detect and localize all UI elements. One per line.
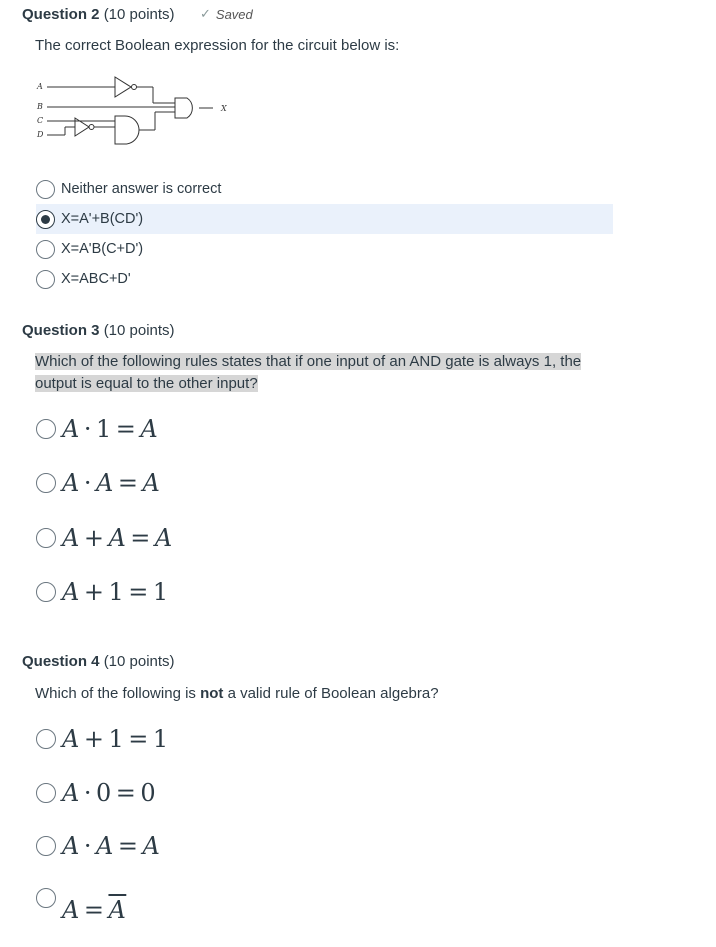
option-label: Neither answer is correct: [61, 181, 222, 197]
question-3-prompt: [35, 351, 581, 395]
radio-button[interactable]: [36, 240, 55, 259]
question-4-header: [22, 653, 175, 670]
saved-label: Saved: [215, 6, 253, 22]
math-expression: A · 0 = 0: [62, 779, 157, 807]
circuit-label-b: B: [37, 102, 43, 111]
question-2-header: [22, 6, 175, 23]
question-title: Question 2: [22, 6, 100, 23]
question-2-prompt: The correct Boolean expression for the circuit below is:: [35, 37, 400, 54]
q4-option-2[interactable]: [36, 773, 156, 813]
saved-status: [200, 6, 253, 22]
radio-button[interactable]: [36, 729, 56, 749]
q3-option-3[interactable]: [36, 518, 173, 558]
q2-option-4[interactable]: [36, 264, 131, 294]
question-title: Question 3: [22, 322, 100, 339]
math-expression: A · A = A: [62, 469, 161, 497]
question-points: (10 points): [103, 653, 175, 670]
q4-option-4[interactable]: [36, 884, 126, 924]
question-4-prompt: Which of the following is not a valid rule of Boolean algebra?: [35, 685, 439, 702]
q2-option-1[interactable]: [36, 174, 221, 204]
math-expression: A + A = A: [62, 524, 173, 552]
q4-option-3[interactable]: [36, 826, 160, 866]
q3-option-1[interactable]: [36, 409, 158, 449]
radio-button[interactable]: [36, 888, 56, 908]
question-3-header: [22, 322, 175, 339]
check-icon: ✓: [200, 6, 211, 21]
radio-button-selected[interactable]: [36, 210, 55, 229]
radio-button[interactable]: [36, 836, 56, 856]
math-expression: A · A = A: [62, 832, 161, 860]
circuit-label-c: C: [37, 116, 44, 125]
q4-option-1[interactable]: [36, 719, 169, 759]
q2-option-2[interactable]: [36, 204, 613, 234]
radio-button[interactable]: [36, 582, 56, 602]
math-expression: $A = \overline{A}$: [62, 896, 127, 924]
radio-button[interactable]: [36, 783, 56, 803]
circuit-label-a: A: [37, 82, 43, 91]
radio-button[interactable]: [36, 270, 55, 289]
prompt-line: output is equal to the other input?: [35, 375, 258, 392]
math-expression: A + 1 = 1: [62, 578, 169, 606]
math-expression: A · 1 = A: [62, 415, 159, 443]
question-points: (10 points): [103, 322, 175, 339]
option-label: X=A'B(C+D'): [61, 241, 144, 257]
q3-option-4[interactable]: [36, 572, 169, 612]
radio-button[interactable]: [36, 419, 56, 439]
circuit-diagram: [35, 70, 235, 156]
option-label: X=ABC+D': [61, 271, 131, 287]
circuit-label-d: D: [37, 130, 44, 139]
q3-option-2[interactable]: [36, 463, 160, 503]
radio-button[interactable]: [36, 180, 55, 199]
prompt-line: Which of the following rules states that if one input of an AND gate is always 1, the: [35, 353, 582, 370]
question-points: (10 points): [103, 6, 175, 23]
question-title: Question 4: [22, 653, 100, 670]
radio-button[interactable]: [36, 473, 56, 493]
math-expression: A + 1 = 1: [62, 725, 169, 753]
circuit-label-x: X: [221, 104, 227, 113]
radio-button[interactable]: [36, 528, 56, 548]
option-label: X=A'+B(CD'): [61, 211, 144, 227]
q2-option-3[interactable]: [36, 234, 143, 264]
